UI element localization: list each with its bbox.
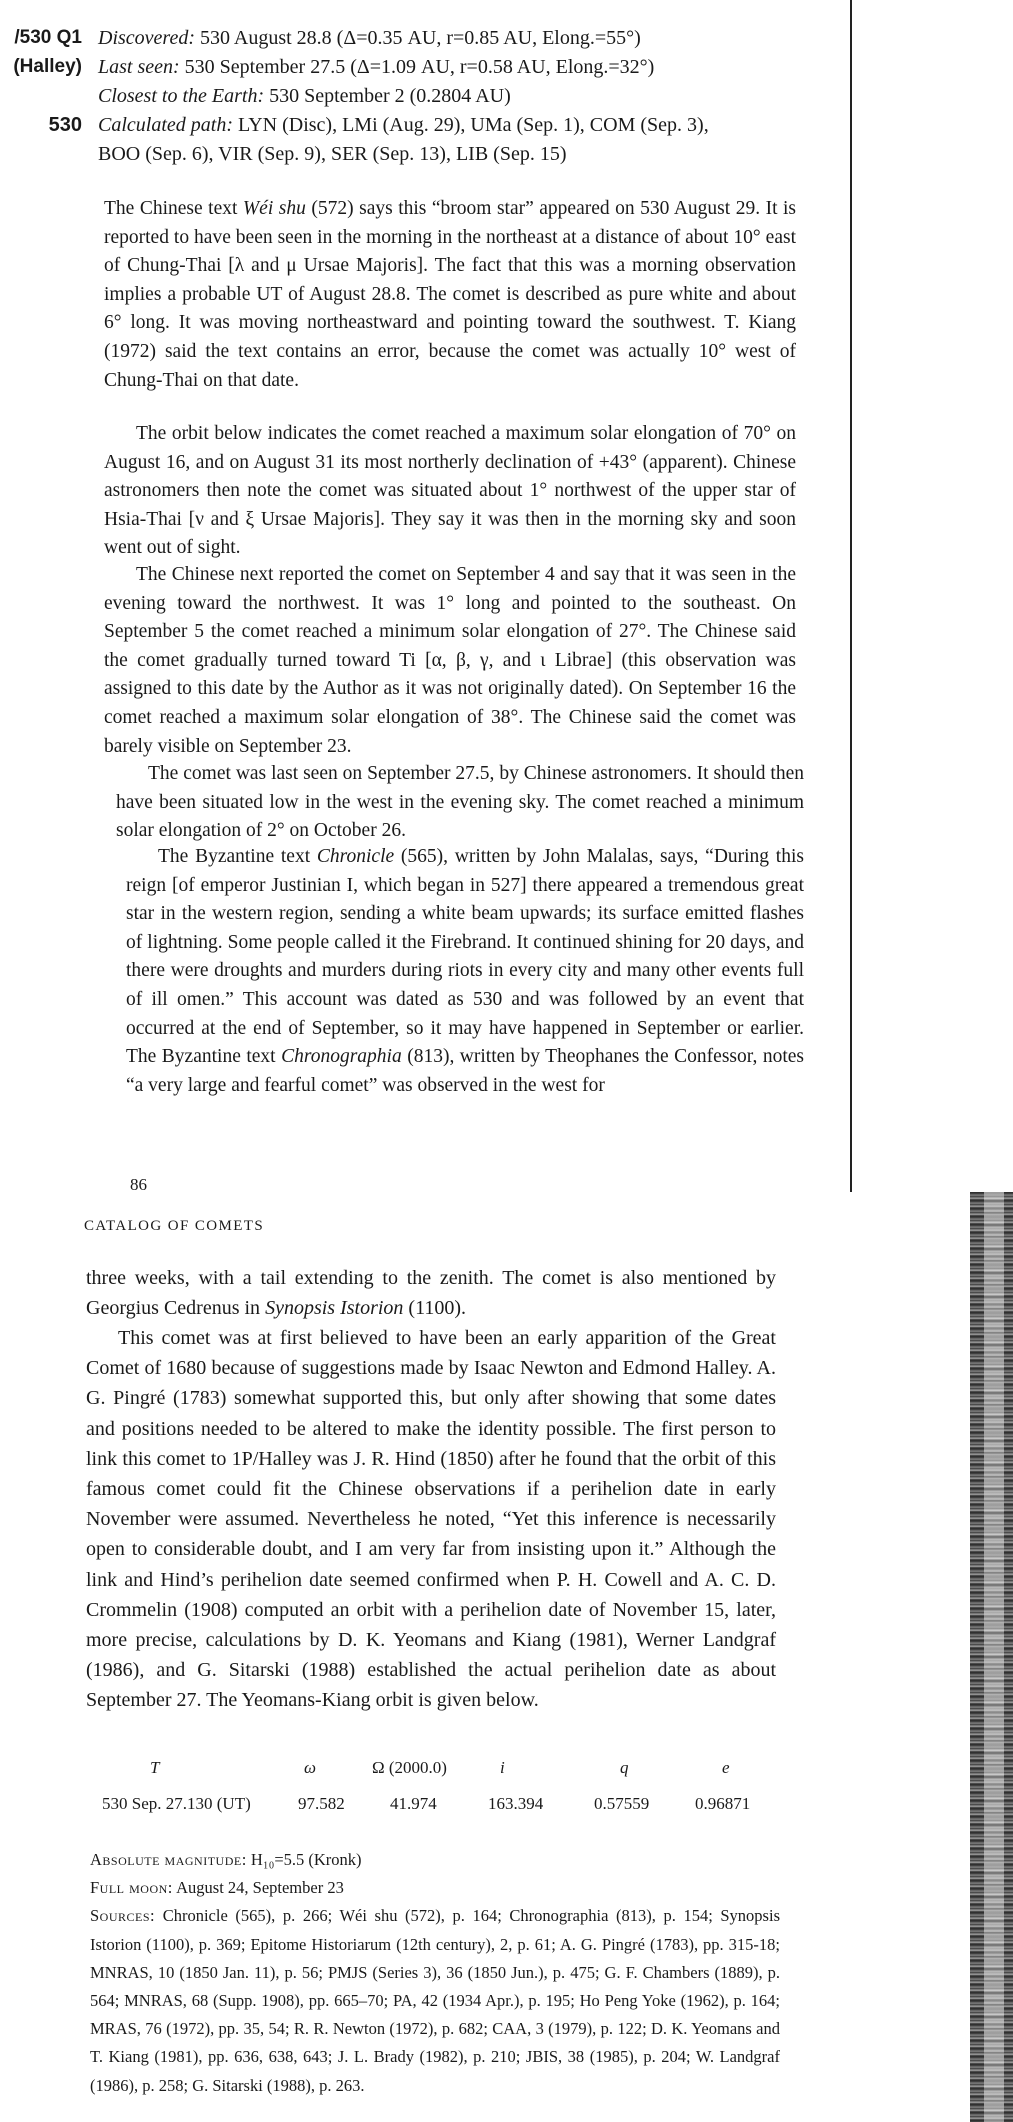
paragraph-wei-shu xyxy=(104,195,796,395)
meta-value: August 24, September 23 xyxy=(172,1878,344,1898)
meta-label: Sources: xyxy=(90,1906,156,1926)
path-line-2: BOO (Sep. 6), VIR (Sep. 9), SER (Sep. 13), LIB (Sep. 15) xyxy=(98,143,567,165)
orbit-header-node: Ω (2000.0) xyxy=(372,1758,447,1777)
book-title: Chronicle xyxy=(316,846,395,867)
text-run: The Chinese text xyxy=(104,198,243,219)
text-run: three weeks, with a tail extending to the zenith. The comet is also mentioned by Georgius Cedrenus in xyxy=(86,1267,776,1319)
path-text-1: LYN (Disc), LMi (Aug. 29), UMa (Sep. 1), COM (Sep. 3), xyxy=(232,114,709,136)
book-title: Chronographia xyxy=(281,1046,402,1068)
column-rule xyxy=(850,0,852,1192)
orbit-value-e: 0.96871 xyxy=(695,1794,751,1813)
absolute-magnitude xyxy=(90,1846,780,1874)
orbit-value-q: 0.57559 xyxy=(594,1794,650,1813)
scan-edge-artifact-inner xyxy=(984,1192,1004,2122)
text-run: (572) says this “broom star” appeared on 530 August 29. It is reported to have been seen in the morning in the northeast at a distance of about 10° east of Chung-Thai [λ and μ Ursae Majoris]. The fact that this was a morning observation implies a probable UT of August 28.8. The comet is described as pure white and about 6° long. It was moving northeastward and pointing toward the southwest. T. Kiang (1972) said the text contains an error, because the comet was actually 10° west of Chung-Thai on that date. xyxy=(104,198,797,391)
meta-value: H₁₀=5.5 (Kronk) xyxy=(246,1850,362,1869)
text-run: The Byzantine text xyxy=(158,846,317,867)
orbit-header-q: q xyxy=(620,1758,629,1777)
meta-label: Full moon: xyxy=(90,1878,173,1898)
orbit-value-T: 530 Sep. 27.130 (UT) xyxy=(102,1794,251,1813)
text-run: The orbit below indicates the comet reached a maximum solar elongation of 70° on August 16, and on August 31 its most northerly declination of +43° (apparent). Chinese astronomers then note the comet was situated about 1° northwest of the upper star of Hsia-Thai [ν and ξ Ursae Majoris]. They say it was then in the morning sky and soon went out of sight. xyxy=(104,423,796,559)
text-run: The comet was last seen on September 27.5, by Chinese astronomers. It should then have been situated low in the west in the evening sky. The comet reached a minimum solar elongation of 2° on October 26. xyxy=(116,763,804,842)
meta-label: Absolute magnitude: xyxy=(90,1850,247,1869)
paragraph-september-observations xyxy=(104,561,796,761)
paragraph-continuation xyxy=(86,1263,776,1323)
closest-line xyxy=(98,82,511,110)
book-title: Wéi shu xyxy=(242,198,306,219)
discovered-label: Discovered: xyxy=(98,27,195,49)
paragraph-orbit-elongation xyxy=(104,420,796,563)
sources xyxy=(90,1902,780,2099)
comet-year: 530 xyxy=(48,114,82,136)
discovered-text: 530 August 28.8 (Δ=0.35 AU, r=0.85 AU, Elong.=55°) xyxy=(195,27,641,49)
closest-text: 530 September 2 (0.2804 AU) xyxy=(264,85,511,107)
last-seen-text: 530 September 27.5 (Δ=1.09 AU, r=0.58 AU, Elong.=32°) xyxy=(179,56,655,78)
orbit-value-node: 41.974 xyxy=(390,1794,437,1813)
orbit-header-omega: ω xyxy=(304,1758,317,1777)
orbit-value-i: 163.394 xyxy=(488,1794,544,1813)
text-run: (813), written by Theophanes the Confessor, notes “a very large and fearful comet” was observed in the west for xyxy=(126,1046,804,1096)
last-seen-label: Last seen: xyxy=(98,56,180,78)
closest-label: Closest to the Earth: xyxy=(98,85,265,107)
page-number: 86 xyxy=(130,1175,147,1194)
paragraph-byzantine xyxy=(126,843,804,1100)
entry-metadata xyxy=(90,1846,780,2100)
orbit-header-i: i xyxy=(500,1758,505,1777)
last-seen-line xyxy=(98,53,654,81)
paragraph-last-seen xyxy=(116,760,804,846)
book-title: Synopsis Istorion xyxy=(265,1297,404,1319)
paragraph-identification-history xyxy=(86,1323,776,1716)
text-run: (565), written by John Malalas, says, “During this reign [of emperor Justinian I, which began in 527] there appeared a tremendous great star in the western region, sending a white beam upwards; its surface emitted flashes of lightning. Some people called it the Firebrand. It continued shining for 20 days, and there were droughts and murders during riots in every city and many other events full of ill omen.” This account was dated as 530 and was followed by an event that occurred at the end of September, so it may have happened in September or earlier. The Byzantine text xyxy=(126,846,804,1068)
path-label: Calculated path: xyxy=(98,114,233,136)
comet-name: (Halley) xyxy=(13,56,82,77)
text-run: This comet was at first believed to have been an early apparition of the Great Comet of 1680 because of suggestions made by Isaac Newton and Edmond Halley. A. G. Pingré (1783) somewhat supported this, but only after showing that some dates and positions needed to be altered to make the identity possible. The first person to link this comet to 1P/Halley was J. R. Hind (1850) after he found that the orbit of this famous comet could fit the Chinese observations if a perihelion date in early November were assumed. Nevertheless he noted, “Yet this inference is necessarily open to considerable doubt, and I am very far from insisting upon it.” Although the link and Hind’s perihelion date seemed confirmed when P. H. Cowell and A. C. D. Crommelin (1908) computed an orbit with a perihelion date of November 15, later, more precise, calculations by D. K. Yeomans and Kiang (1981), Werner Landgraf (1986), and G. Sitarski (1988) established the actual perihelion date as about September 27. The Yeomans-Kiang orbit is given below. xyxy=(86,1327,776,1712)
comet-designation: /530 Q1 xyxy=(14,27,82,48)
full-moon xyxy=(90,1874,780,1902)
discovered-line xyxy=(98,24,641,52)
text-run: (1100). xyxy=(403,1297,466,1319)
text-run: The Chinese next reported the comet on September 4 and say that it was seen in the evening toward the northwest. It was 1° long and pointed to the southeast. On September 5 the comet reached a minimum solar elongation of 27°. The Chinese said the comet gradually turned toward Ti [α, β, γ, and ι Librae] (this observation was assigned to this date by the Author as it was not originally dated). On September 16 the comet reached a maximum solar elongation of 38°. The Chinese said the comet was barely visible on September 23. xyxy=(104,564,796,757)
orbit-header-T: T xyxy=(150,1758,160,1777)
orbit-header-e: e xyxy=(722,1758,730,1777)
meta-value: Chronicle (565), p. 266; Wéi shu (572), p. 164; Chronographia (813), p. 154; Synopsis Istorion (1100), p. 369; Epitome Historiarum (12th century), 2, p. 61; A. G. Pingré (1783), pp. 315-18; MNRAS, 10 (1850 Jan. 11), p. 56; PMJS (Series 3), 36 (1850 Jun.), p. 475; G. F. Chambers (1889), p. 564; MNRAS, 68 (Supp. 1908), pp. 665–70; PA, 42 (1934 Apr.), p. 195; Ho Peng Yoke (1962), p. 164; MRAS, 76 (1972), pp. 35, 54; R. R. Newton (1972), p. 682; CAA, 3 (1979), p. 122; D. K. Yeomans and T. Kiang (1981), pp. 636, 638, 643; J. L. Brady (1982), p. 210; JBIS, 38 (1985), p. 204; W. Landgraf (1986), p. 258; G. Sitarski (1988), p. 263. xyxy=(90,1906,780,2095)
path-line xyxy=(98,111,709,139)
orbit-value-omega: 97.582 xyxy=(298,1794,345,1813)
running-head: CATALOG OF COMETS xyxy=(84,1218,265,1234)
